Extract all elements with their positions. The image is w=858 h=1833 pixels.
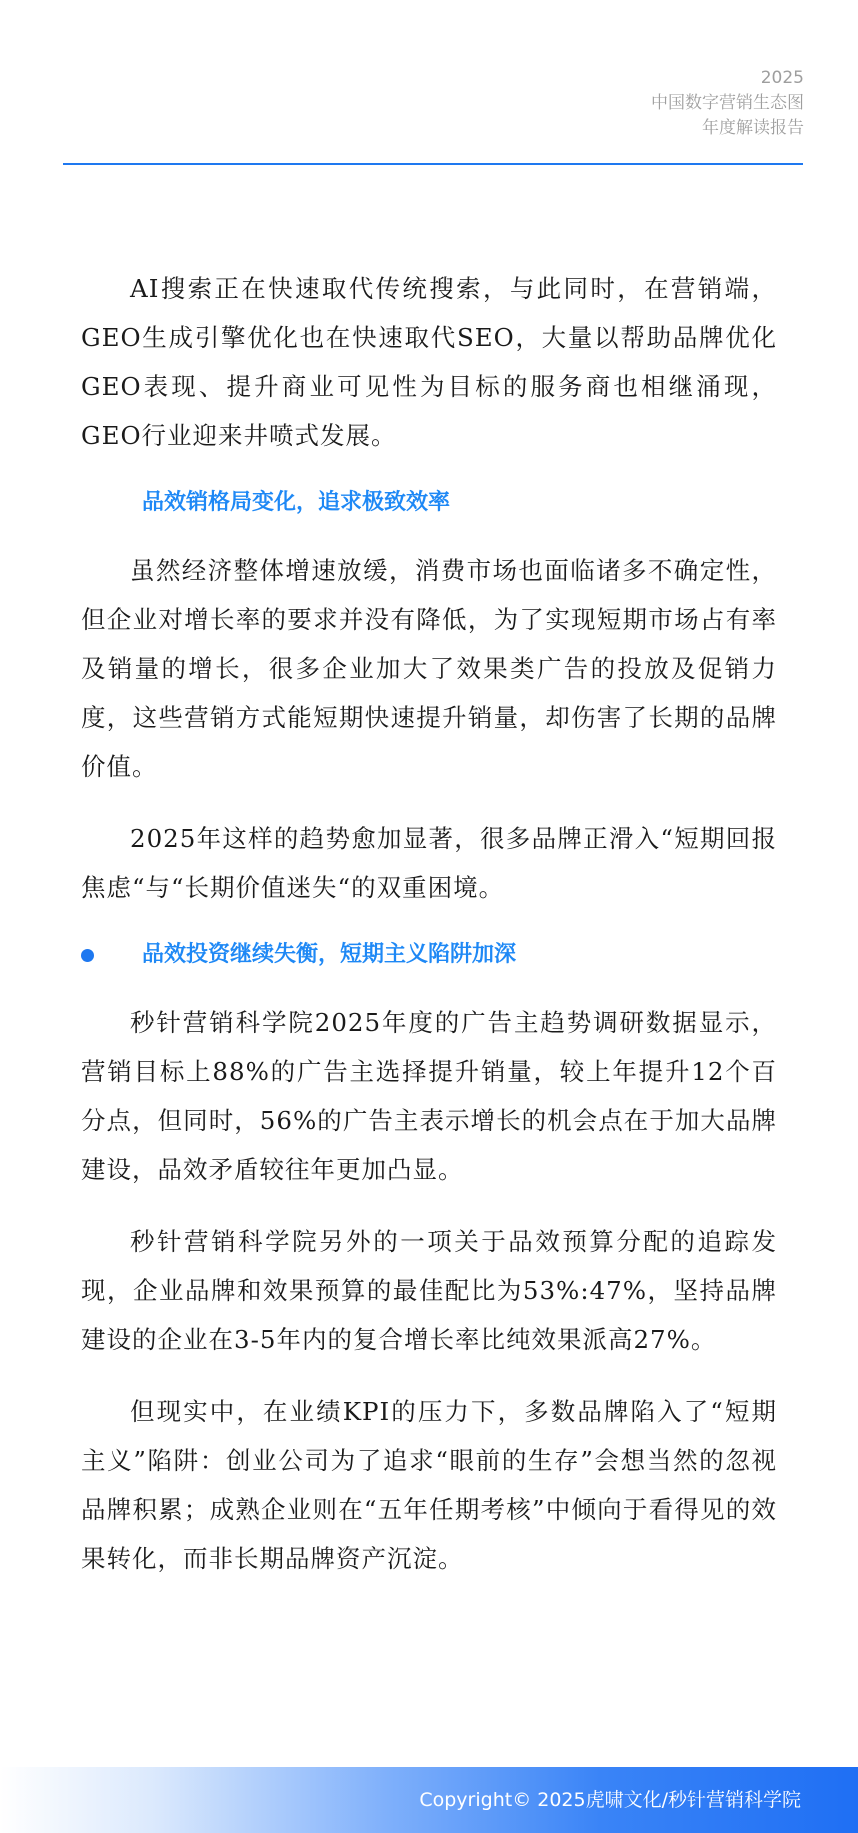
paragraph-budget: 秒针营销科学院另外的一项关于品效预算分配的追踪发现，企业品牌和效果预算的最佳配比为53%:47%，坚持品牌建设的企业在3-5年内的复合增长率比纯效果派高27%。 xyxy=(81,1227,777,1354)
report-header xyxy=(651,66,804,141)
report-title-line2: 年度解读报告 xyxy=(702,118,804,138)
paragraph-economy: 虽然经济整体增速放缓，消费市场也面临诸多不确定性，但企业对增长率的要求并没有降低，为了实现短期市场占有率及销量的增长，很多企业加大了效果类广告的投放及促销力度，这些营销方式能短期快速提升销量，却伤害了长期的品牌价值。 xyxy=(81,556,777,781)
section-heading-imbalance-text: 品效投资继续失衡，短期主义陷阱加深 xyxy=(142,942,517,967)
paragraph-survey: 秒针营销科学院2025年度的广告主趋势调研数据显示，营销目标上88%的广告主选择提升销量，较上年提升12个百分点，但同时，56%的广告主表示增长的机会点在于加大品牌建设，品效矛盾较往年更加凸显。 xyxy=(81,1008,777,1184)
bullet-icon xyxy=(81,949,94,962)
report-title-line1: 中国数字营销生态图 xyxy=(651,93,804,113)
copyright-text: Copyright© 2025虎啸文化/秒针营销科学院 xyxy=(419,1789,801,1811)
paragraph-trend: 2025年这样的趋势愈加显著，很多品牌正滑入“短期回报焦虑“与“长期价值迷失“的双重困境。 xyxy=(81,824,777,902)
footer-bar xyxy=(0,1767,858,1833)
section-heading-efficiency: 品效销格局变化，追求极致效率 xyxy=(142,490,451,515)
article-body xyxy=(81,264,777,1583)
paragraph-geo: AI搜索正在快速取代传统搜索，与此同时，在营销端，GEO生成引擎优化也在快速取代SEO，大量以帮助品牌优化GEO表现、提升商业可见性为目标的服务商也相继涌现，GEO行业迎来井喷式发展。 xyxy=(81,274,777,450)
header-divider xyxy=(63,163,803,165)
paragraph-kpi: 但现实中，在业绩KPI的压力下，多数品牌陷入了“短期主义”陷阱：创业公司为了追求“眼前的生存”会想当然的忽视品牌积累；成熟企业则在“五年任期考核”中倾向于看得见的效果转化，而非长期品牌资产沉淀。 xyxy=(81,1397,777,1573)
section-heading-imbalance xyxy=(81,935,777,975)
report-year: 2025 xyxy=(760,68,804,88)
